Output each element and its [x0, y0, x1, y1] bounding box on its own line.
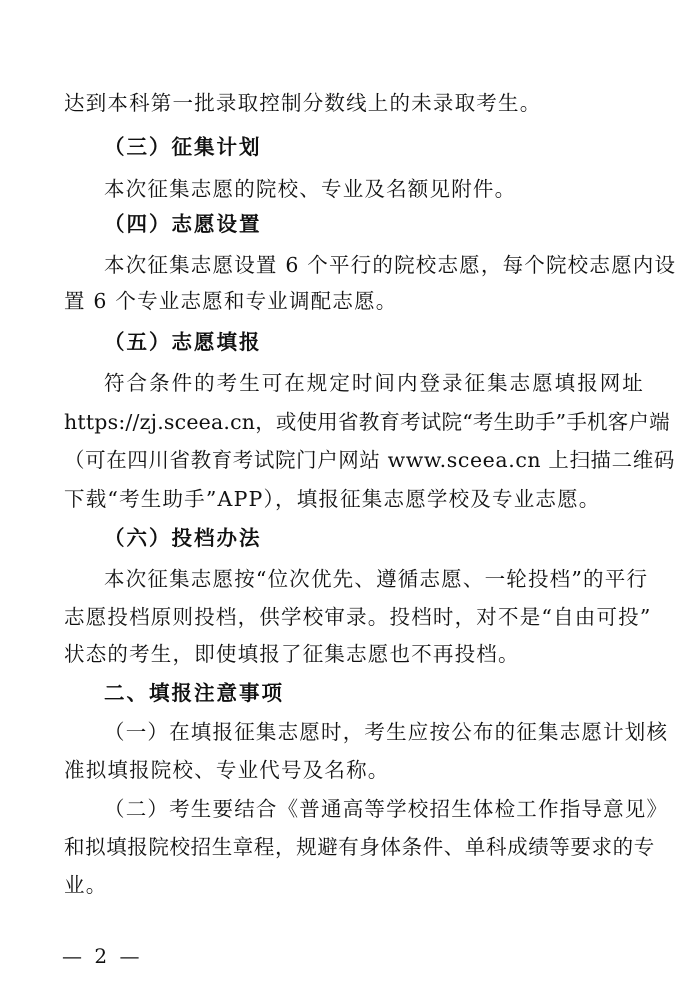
section-heading-placement: （六）投档办法	[104, 526, 262, 550]
paragraph-line: （一）在填报征集志愿时，考生应按公布的征集志愿计划核	[104, 720, 669, 744]
paragraph-line: 下载“考生助手”APP），填报征集志愿学校及专业志愿。	[64, 487, 601, 511]
paragraph-line: 状态的考生，即使填报了征集志愿也不再投档。	[64, 642, 520, 666]
page-number: — 2 —	[62, 944, 143, 968]
paragraph-line: 置 6 个专业志愿和专业调配志愿。	[64, 289, 398, 313]
paragraph-line: 本次征集志愿的院校、专业及名额见附件。	[104, 177, 517, 201]
paragraph-line-with-url: （可在四川省教育考试院门户网站 www.sceea.cn 上扫描二维码	[64, 448, 675, 472]
paragraph-line: 和拟填报院校招生章程，规避有身体条件、单科成绩等要求的专	[64, 835, 655, 859]
paragraph-line: 本次征集志愿设置 6 个平行的院校志愿，每个院校志愿内设	[104, 253, 677, 277]
paragraph-line: 准拟填报院校、专业代号及名称。	[64, 758, 390, 782]
paragraph-line: 志愿投档原则投档，供学校审录。投档时，对不是“自由可投”	[64, 605, 652, 629]
section-heading-setting: （四）志愿设置	[104, 212, 262, 236]
paragraph-line-with-url: https://zj.sceea.cn，或使用省教育考试院“考生助手”手机客户端	[64, 410, 670, 434]
chapter-heading-notes: 二、填报注意事项	[104, 681, 284, 705]
paragraph-line: 符合条件的考生可在规定时间内登录征集志愿填报网址	[104, 371, 644, 395]
section-heading-plan: （三）征集计划	[104, 135, 262, 159]
paragraph-line: 业。	[64, 873, 108, 897]
section-heading-filling: （五）志愿填报	[104, 330, 262, 354]
paragraph-line: 达到本科第一批录取控制分数线上的未录取考生。	[64, 91, 542, 115]
paragraph-line: （二）考生要结合《普通高等学校招生体检工作指导意见》	[104, 797, 669, 821]
paragraph-line: 本次征集志愿按“位次优先、遵循志愿、一轮投档”的平行	[104, 567, 649, 591]
